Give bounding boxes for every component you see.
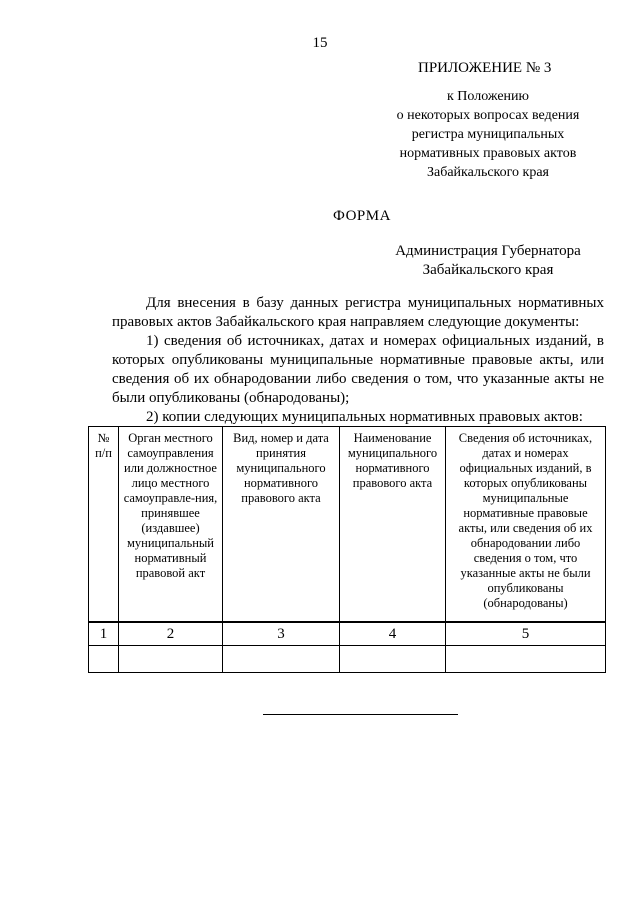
table-cell	[223, 646, 340, 673]
table-cell	[89, 646, 119, 673]
appendix-line: к Положению	[446, 89, 529, 104]
header-cell-act-details: Вид, номер и дата принятия муниципального нормативного правового акта	[223, 427, 340, 623]
table-cell	[340, 646, 446, 673]
closing-divider	[263, 714, 458, 715]
column-number: 1	[89, 622, 119, 646]
intro-paragraph: Для внесения в базу данных регистра муниципальных нормативных правовых актов Забайкальского края направляем следующие документы:	[112, 295, 604, 330]
addressee-line: Администрация Губернатора	[395, 243, 581, 259]
column-number: 4	[340, 622, 446, 646]
table-cell	[119, 646, 223, 673]
header-cell-authority: Орган местного самоуправления или должностное лицо местного самоуправле-ния, принявшее (издавшее) муниципальный нормативный правовой акт	[119, 427, 223, 623]
form-title: ФОРМА	[333, 208, 391, 224]
addressee-line: Забайкальского края	[422, 262, 554, 278]
table-header-row	[89, 427, 606, 623]
appendix-line: Забайкальского края	[426, 165, 549, 180]
column-number: 3	[223, 622, 340, 646]
list-item-2: 2) копии следующих муниципальных нормативных правовых актов:	[146, 409, 583, 425]
column-number: 2	[119, 622, 223, 646]
page-number: 15	[312, 35, 328, 51]
registry-table	[88, 426, 606, 673]
table-number-row	[89, 622, 606, 646]
column-number: 5	[446, 622, 606, 646]
appendix-title: ПРИЛОЖЕНИЕ № 3	[418, 60, 552, 76]
appendix-line: регистра муниципальных	[411, 127, 565, 142]
header-cell-number: № п/п	[89, 427, 119, 623]
table-row	[89, 646, 606, 673]
header-cell-act-name: Наименование муниципального нормативного правового акта	[340, 427, 446, 623]
appendix-line: о некоторых вопросах ведения	[396, 108, 580, 123]
header-cell-publication-info: Сведения об источниках, датах и номерах официальных изданий, в которых опубликованы муниципальные нормативные правовые акты, или сведения об их обнародовании либо сведения о том, что указанные акты не были опубликованы (обнародованы)	[446, 427, 606, 623]
list-item-1: 1) сведения об источниках, датах и номерах официальных изданий, в которых опубликованы муниципальные нормативные правовые акты, или сведения об их обнародовании либо сведения о том, что указанные акты не были опубликованы (обнародованы);	[112, 333, 604, 406]
appendix-line: нормативных правовых актов	[399, 146, 577, 161]
table-cell	[446, 646, 606, 673]
